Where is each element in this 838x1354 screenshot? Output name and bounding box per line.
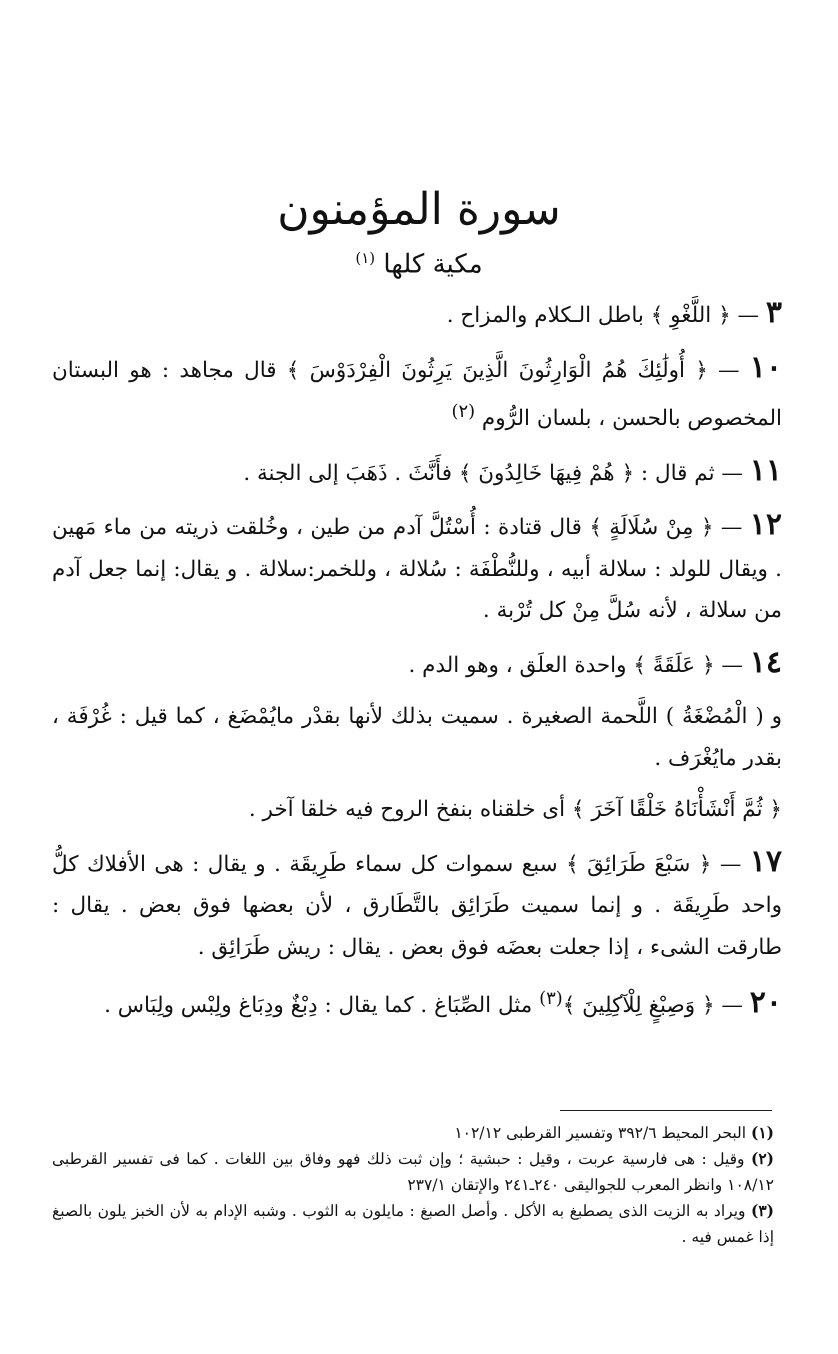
entry-text: ﴿ عَلَقَةً ﴾ واحدة العلَق ، وهو الدم . [408,652,715,678]
dash: — [721,993,743,1019]
entry [52,642,782,687]
entry [52,504,782,632]
verse-number: ٢٠ [749,985,782,1021]
subtitle [0,240,838,283]
dash: — [718,357,740,383]
entry-text: ﴿ مِنْ سُلَالَةٍ ﴾ قال قتادة : أُسْتُلَّ آدم من طين ، وخُلقت ذريته من ماء مَهين . ويقال للولد : سلالة أبيه ، وللنُّطْفَة : سُلالة ، وللخمر:سلالة . و يقال: إنما جعل آدم من سلالة ، لأنه سُلَّ مِنْ كل تُرْبة . [52,515,782,624]
footnote [52,1198,774,1250]
footnote [52,1120,774,1146]
dash: — [721,460,743,486]
footnote-ref: (٢) [451,401,476,422]
footnote-text: وقيل : هى فارسية عربت ، وقيل : حبشية ؛ وإن ثبت ذلك فهو وفاق بين اللغات . كما فى تفسير القرطبى ١٠٨/١٢ وانظر المعرب للجواليقى ٢٤٠ـ٢٤١ والإتقان ٢٣٧/١ [52,1150,774,1194]
entry-text: ﴿ أُولَٰئِكَ هُمُ الْوَارِثُونَ الَّذِينَ يَرِثُونَ الْفِرْدَوْسَ ﴾ قال مجاهد : هو البستان المخصوص بالحسن ، بلسان الرُّوم [52,357,782,432]
footnotes [52,1120,774,1250]
footnote-mark: (٣) [750,1201,774,1220]
verse-number: ٣ [765,295,782,330]
entry-text: ﴿ سَبْعَ طَرَائِقَ ﴾ سبع سموات كل سماء طَرِيقَة . و يقال : هى الأفلاك كلُّ واحد طَرِيقَة . و إنما سميت طَرَائِق بالتَّطَارق ، لأن بعضها فوق بعض . يقال : طارقت الشىء ، إذا جعلت بعضَه فوق بعض . يقال : ريش طَرَائِق . [52,851,782,960]
dash: — [719,851,742,877]
entry-text: ﴿ اللَّغْوِ ﴾ باطل الـكلام والمزاح . [446,303,731,328]
footnote-mark: (٢) [750,1149,774,1168]
entry [52,292,782,337]
commentary-body [52,292,782,1037]
entry-text: ﴿ ثُمَّ أَنْشَأْنَاهُ خَلْقًا آخَرَ ﴾ أى خلقناه بنفخ الروح فيه خلقا آخر . [248,797,782,823]
footnote [52,1146,774,1198]
dash: — [737,303,760,328]
verse-number: ١٠ [749,349,782,385]
entry [52,450,782,495]
footnote-text: ويراد به الزيت الذى يصطبغ به الأكل . وأصل الصبغ : مايلون به الثوب . وشبه الإدام به لأن الخبز يلون بالصبغ إذا غمس فيه . [52,1202,774,1246]
entry [52,978,782,1027]
entry-text-continued: مثل الصِّبَاغ . كما يقال : دِبْغٌ ودِبَاغ ولِبْس ولِبَاس . [104,993,540,1019]
footnote-mark: (١) [750,1123,774,1142]
verse-number: ١٧ [749,843,783,879]
dash: — [720,515,743,541]
footnote-text: البحر المحيط ٣٩٢/٦ وتفسير القرطبى ١٠٢/١٢ [454,1124,751,1142]
verse-number: ١١ [749,452,782,488]
footnote-ref: (١) [355,249,376,267]
subtitle-text: مكية كلها [383,249,483,280]
footnote-divider [560,1110,772,1111]
verse-number: ١٤ [749,644,782,680]
entry-text: و ( الْمُضْغَةُ ) اللَّحمة الصغيرة . سميت بذلك لأنها بقدْر مايُمْضَغ ، كما قيل : غُرْفَة ، بقدر مايُغْرَف . [52,704,782,771]
dash: — [721,652,743,678]
verse-number: ١٢ [749,507,782,543]
footnote-ref: (٣) [539,988,563,1010]
entry [52,347,782,440]
surah-title: سورة المؤمنون [277,184,561,235]
entry [52,789,782,831]
entry [52,841,782,969]
entry [52,696,782,779]
entry-text: ثم قال : ﴿ هُمْ فِيهَا خَالِدُونَ ﴾ فأَنَّثَ . ذَهَبَ إلى الجنة . [243,460,715,486]
entry-text: ﴿ وَصِبْغٍ لِلْآكِلِينَ ﴾ [562,993,715,1019]
